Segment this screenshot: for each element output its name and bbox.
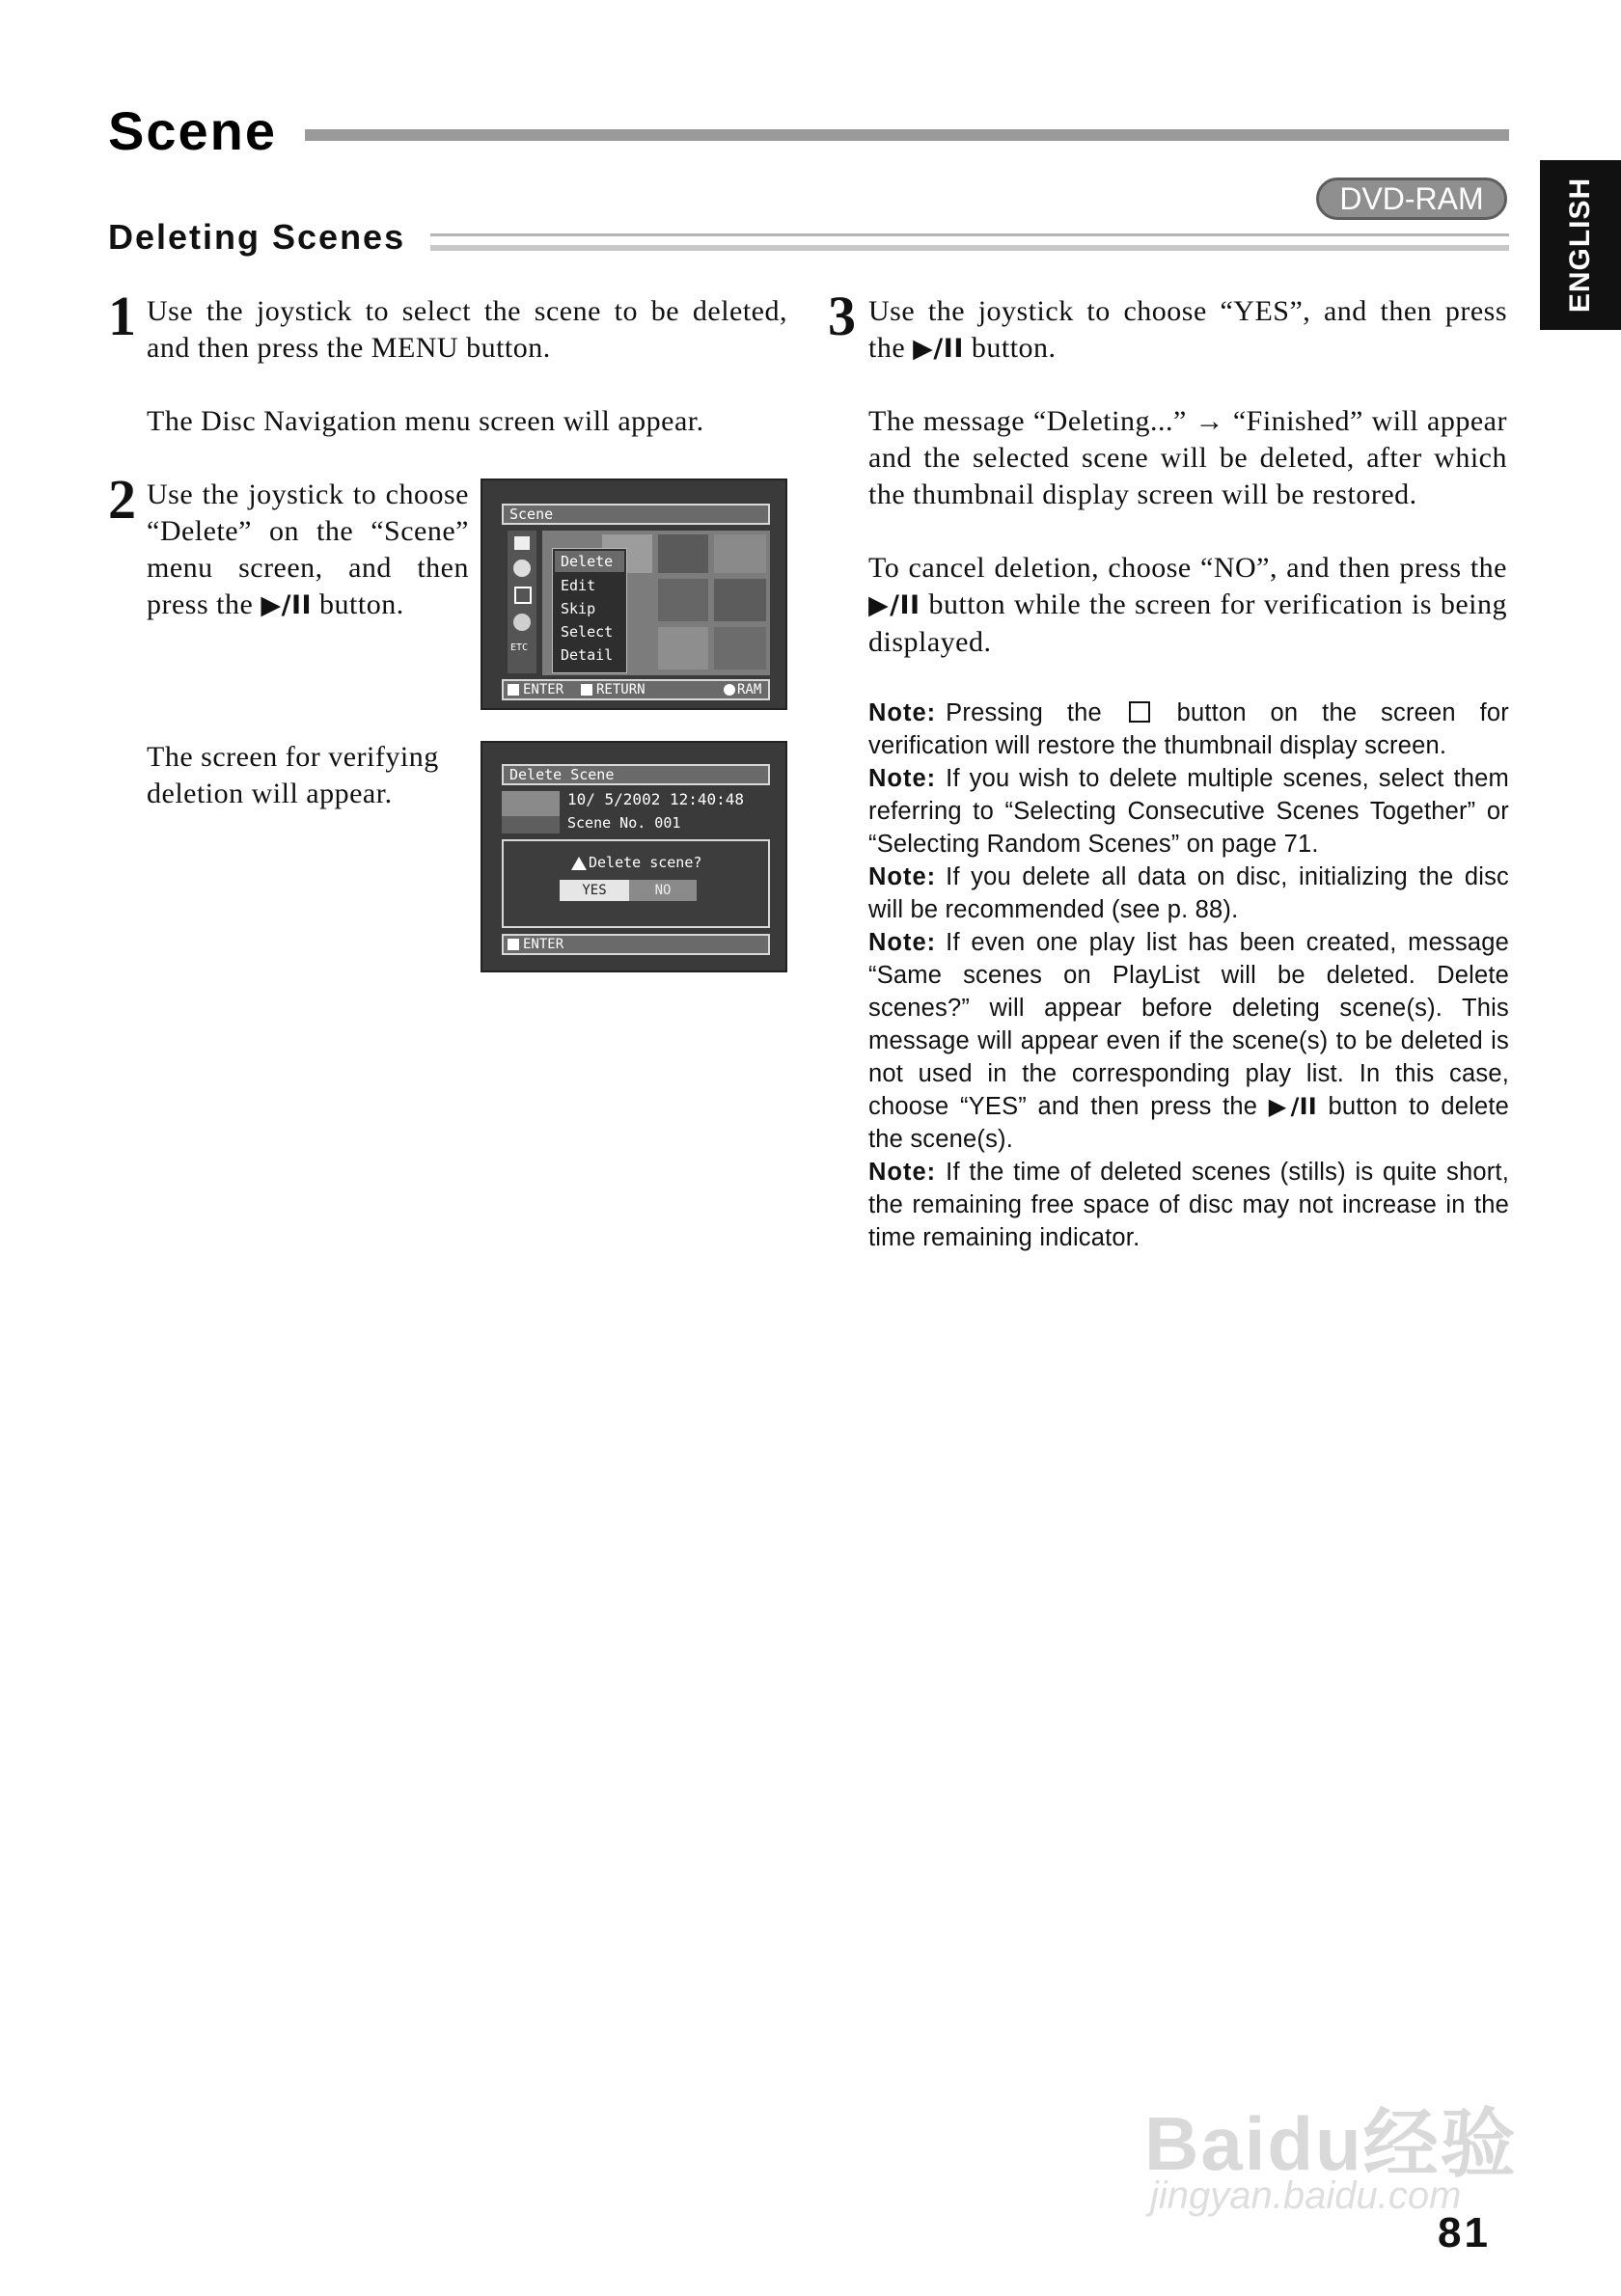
baidu-watermark-url: jingyan.baidu.com (1150, 2174, 1462, 2217)
note-label: Note: (868, 765, 937, 792)
ram-disc-icon (724, 684, 735, 696)
step-3-cancel (868, 550, 1507, 661)
step-3-text-before: Use the joystick to choose “YES”, and then press the (868, 295, 1507, 364)
step-2-number: 2 (108, 468, 136, 531)
note-2 (868, 762, 1509, 861)
stop-button-icon (1129, 701, 1150, 723)
menu-item-delete[interactable]: Delete (555, 551, 624, 572)
play-pause-symbol: ▶/II (1268, 1093, 1317, 1120)
dvd-ram-badge: DVD-RAM (1316, 178, 1507, 220)
scene-icon (514, 587, 532, 604)
return-icon (581, 684, 592, 696)
play-pause-symbol: ▶/II (261, 590, 313, 620)
footer-enter-label: ENTER (523, 682, 564, 697)
etc-icon: ETC (510, 642, 529, 653)
scene-menu-popup (552, 548, 627, 673)
step-3-cancel-before: To cancel deletion, choose “NO”, and then press the (868, 552, 1507, 584)
step-1-text: Use the joystick to select the scene to be deleted, and then press the MENU button. (147, 295, 787, 364)
scene-date-time: 10/ 5/2002 12:40:48 (567, 790, 745, 808)
note-3 (868, 861, 1509, 926)
warning-icon (571, 857, 587, 870)
delete-scene-footer (502, 934, 770, 955)
thumbnail (714, 627, 766, 670)
note-label: Note: (868, 863, 937, 890)
disc-icon (514, 536, 530, 550)
delete-question: Delete scene? (589, 854, 702, 871)
play-pause-symbol: ▶/II (868, 590, 920, 620)
step-1-result: The Disc Navigation menu screen will appear. (147, 405, 704, 437)
section-rule-top (430, 233, 1509, 236)
note-1-text-after: button on the screen for verification will restore the thumbnail display screen. (868, 699, 1509, 759)
footer-ram-label: RAM (737, 682, 762, 697)
note-3-text: If you delete all data on disc, initializing the disc will be recommended (see p. 88). (868, 863, 1509, 923)
footer-return-label: RETURN (596, 682, 646, 697)
step-3-text (868, 293, 1507, 368)
playlist-icon (513, 614, 531, 631)
note-label: Note: (868, 699, 937, 726)
scene-thumbnail (502, 791, 560, 834)
scene-menu-title: Scene (502, 504, 770, 525)
page-number: 81 (1438, 2209, 1491, 2256)
thumbnail (714, 534, 766, 573)
page-title: Scene (108, 100, 277, 161)
delete-scene-screenshot (481, 741, 787, 972)
thumbnail (714, 579, 766, 621)
scene-menu-footer (502, 679, 770, 700)
title-rule (305, 129, 1509, 141)
menu-item-edit[interactable]: Edit (561, 577, 596, 594)
menu-item-skip[interactable]: Skip (561, 600, 596, 617)
yes-button[interactable]: YES (560, 880, 629, 901)
step-2-text-after: button. (319, 588, 404, 620)
delete-confirm-dialog (502, 839, 770, 928)
note-4-text-before: If even one play list has been created, message “Same scenes on PlayList will be deleted. Delete scenes?” will appear before deleting scene(s). This message will appear even if the scene(s) to be deleted is not used in the corresponding play list. In this case, choose “YES” and then press the (868, 929, 1509, 1120)
enter-icon (508, 939, 519, 950)
step-1-number: 1 (108, 285, 136, 347)
note-label: Note: (868, 1159, 937, 1186)
note-1-text-before: Pressing the (946, 699, 1102, 726)
thumbnail (658, 627, 708, 670)
menu-item-select[interactable]: Select (561, 623, 614, 641)
step-2-text-before: Use the joystick to choose “Delete” on the “Scene” menu screen, and then press the (147, 478, 469, 620)
program-icon (513, 560, 531, 577)
section-title: Deleting Scenes (108, 217, 406, 257)
step-2-text (147, 477, 469, 624)
step-3-result: The message “Deleting...” → “Finished” will appear and the selected scene will be deleted, after which the thumbnail display screen will be restored. (868, 405, 1507, 510)
notes-block (868, 697, 1509, 1254)
note-2-text: If you wish to delete multiple scenes, select them referring to “Selecting Consecutive Scenes Together” or “Selecting Random Scenes” on page 71. (868, 765, 1509, 858)
note-4 (868, 926, 1509, 1156)
step-3-text-after: button. (971, 332, 1057, 364)
scene-menu-screenshot (481, 478, 787, 710)
scene-number: Scene No. 001 (567, 814, 681, 832)
thumbnail (658, 579, 708, 621)
enter-icon (508, 684, 519, 696)
step-3-number: 3 (828, 285, 856, 347)
no-button[interactable]: NO (629, 880, 697, 901)
note-4-text-after: button to delete the scene(s). (868, 1093, 1509, 1153)
language-tab (1540, 160, 1621, 330)
step-2-result: The screen for verifying deletion will appear. (147, 741, 439, 809)
footer-enter-label: ENTER (523, 937, 564, 952)
language-tab-label: ENGLISH (1564, 177, 1596, 314)
scene-menu-icon-column (508, 531, 536, 673)
play-pause-symbol: ▶/II (913, 334, 964, 364)
step-3-cancel-after: button while the screen for verification is being displayed. (868, 588, 1508, 658)
note-5 (868, 1156, 1509, 1254)
baidu-watermark: Baidu经验 (1144, 2101, 1518, 2186)
menu-item-detail[interactable]: Detail (561, 646, 614, 664)
note-1 (868, 697, 1509, 762)
delete-scene-title: Delete Scene (502, 764, 770, 785)
thumbnail (658, 534, 708, 573)
thumbnail-ground (502, 816, 560, 834)
note-label: Note: (868, 929, 937, 956)
note-5-text: If the time of deleted scenes (stills) is quite short, the remaining free space of disc may not increase in the time remaining indicator. (868, 1159, 1509, 1251)
section-rule-bottom (430, 245, 1509, 251)
